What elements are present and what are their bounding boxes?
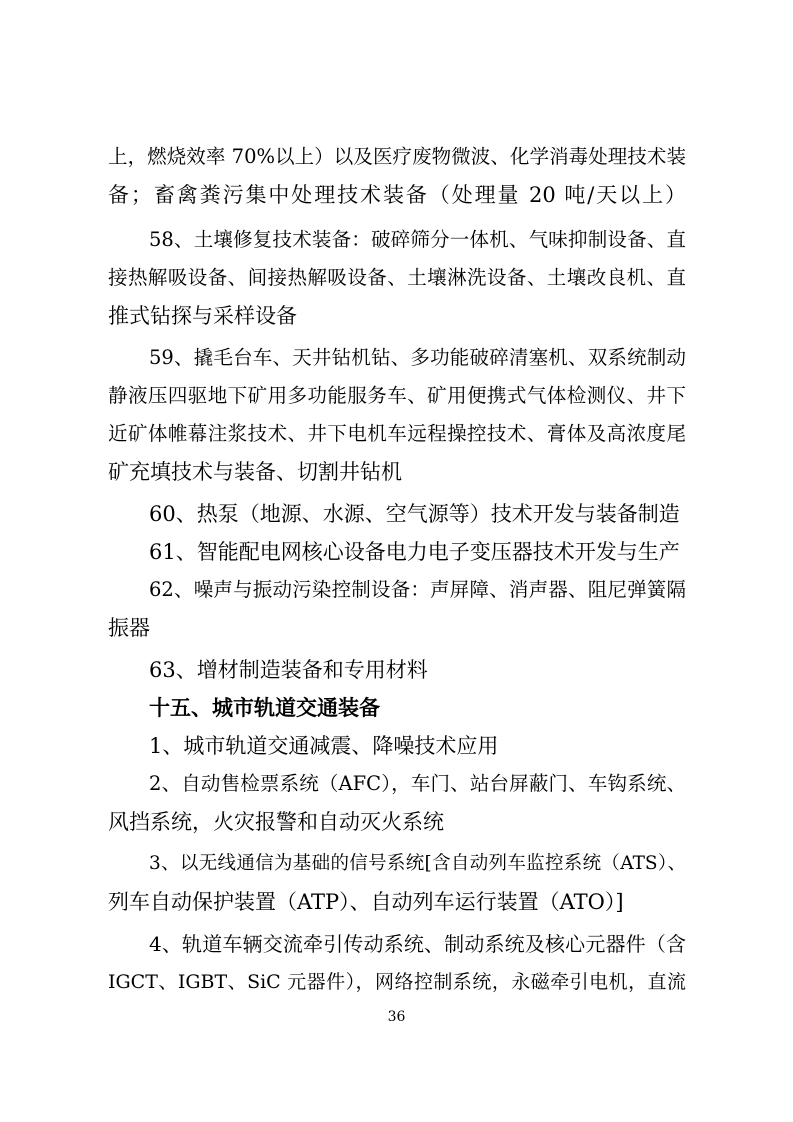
item-61: 61、智能配电网核心设备电力电子变压器技术开发与生产: [149, 540, 680, 564]
item-4: 4、轨道车辆交流牵引传动系统、制动系统及核心元器件（含: [149, 932, 686, 956]
text-line: 推式钻探与采样设备: [108, 304, 297, 328]
text-line: 近矿体帷幕注浆技术、井下电机车远程操控技术、膏体及高浓度尾: [108, 422, 686, 445]
text-line: 静液压四驱地下矿用多功能服务车、矿用便携式气体检测仪、井下: [108, 384, 686, 407]
item-1: 1、城市轨道交通减震、降噪技术应用: [149, 734, 499, 758]
item-2: 2、自动售检票系统（AFC），车门、站台屏蔽门、车钩系统、: [149, 772, 686, 795]
item-63: 63、增材制造装备和专用材料: [149, 658, 428, 682]
text-line: IGCT、IGBT、SiC 元器件），网络控制系统，永磁牵引电机，直流: [108, 971, 686, 993]
item-58: 58、土壤修复技术装备：破碎筛分一体机、气味抑制设备、直: [149, 228, 686, 251]
text-line: 列车自动保护装置（ATP）、自动列车运行装置（ATO）]: [108, 890, 624, 914]
text-line: 备；畜禽粪污集中处理技术装备（处理量 20 吨/天以上）: [108, 183, 686, 207]
text-line: 振器: [108, 616, 150, 640]
item-59: 59、撬毛台车、天井钻机钻、多功能破碎清塞机、双系统制动: [149, 346, 686, 369]
page-number: 36: [387, 1009, 406, 1025]
section-heading: 十五、城市轨道交通装备: [149, 696, 380, 720]
text-line: 接热解吸设备、间接热解吸设备、土壤淋洗设备、土壤改良机、直: [108, 266, 686, 289]
item-60: 60、热泵（地源、水源、空气源等）技术开发与装备制造: [149, 502, 680, 526]
text-line: 上，燃烧效率 70%以上）以及医疗废物微波、化学消毒处理技术装: [108, 145, 686, 168]
text-line: 风挡系统，火灾报警和自动灭火系统: [108, 810, 444, 834]
text-line: 矿充填技术与装备、切割井钻机: [108, 460, 402, 484]
item-62: 62、噪声与振动污染控制设备：声屏障、消声器、阻尼弹簧隔: [149, 578, 686, 601]
item-3: 3、以无线通信为基础的信号系统[含自动列车监控系统（ATS）、: [149, 853, 686, 874]
